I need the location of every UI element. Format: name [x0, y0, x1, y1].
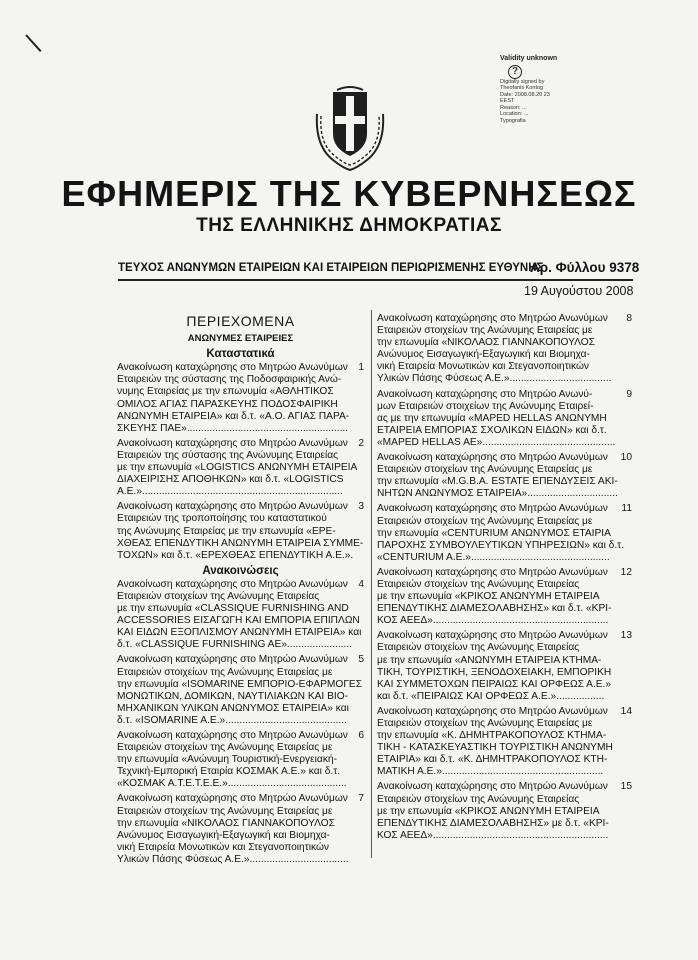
contents-entry [377, 313, 632, 386]
entry-text: Ανακοίνωση καταχώρησης στο Μητρώο Ανωνύμων Εταιρειών στοιχείων της Ανώνυμης Εταιρείας με την επωνυμία «ΝΙΚΟΛΑΟΣ ΓΙΑΝΝΑΚΟΠΟΥΛΟΣ Ανώνυμος Εισαγωγική-Εξαγωγική και Βιομηχα- νική Εταιρεία Μονωτικών και Στεγανοποιητικών Υλικών Πάσης Φύσεως Α.Ε.»................................... [117, 793, 349, 865]
entry-list-continued [377, 313, 632, 842]
gazette-title: ΕΦΗΜΕΡΙΣ ΤΗΣ ΚΥΒΕΡΝΗΣΕΩΣ [61, 173, 637, 214]
entry-page-number: 10 [620, 452, 632, 464]
entry-page-number: 6 [358, 730, 364, 741]
section-heading: ΑΝΩΝΥΜΕΣ ΕΤΑΙΡΕΙΕΣ [187, 333, 294, 345]
entry-page-number: 14 [620, 705, 632, 717]
contents-entry [117, 654, 364, 727]
entry-text: Ανακοίνωση καταχώρησης στο Μητρώο Ανωνύμων Εταιρειών στοιχείων της Ανώνυμης Εταιρείας με την επωνυμία «ΑΝΩΝΥΜΗ ΕΤΑΙΡΕΙΑ ΚΤΗΜΑ- ΤΙΚΗ, ΤΟΥΡΙΣΤΙΚΗ, ΞΕΝΟΔΟΧΕΙΑΚΗ, ΕΜΠΟΡΙΚΗ ΚΑΙ ΣΥΜΜΕΤΟΧΩΝ ΠΕΙΡΑΙΩΣ ΚΑΙ ΟΡΦΕΩΣ Α.Ε.» και δ.τ. «ΠΕΙΡΑΙΩΣ ΚΑΙ ΟΡΦΕΩΣ Α.Ε.»................. [377, 630, 612, 702]
entry-text: Ανακοίνωση καταχώρησης στο Μητρώο Ανωνύμων Εταιρειών στοιχείων της Ανώνυμης Εταιρείας με την επωνυμία «ΚΡΙΚΟΣ ΑΝΩΝΥΜΗ ΕΤΑΙΡΕΙΑ ΕΠΕΝΔΥΤΙΚΗΣ ΔΙΑΜΕΣΟΛΑΒΗΣΗΣ» με δ.τ. «ΚΡΙ- ΚΟΣ ΑΕΕΔ».............................................................. [377, 781, 609, 841]
validity-line: Date: 2008.08.20 23 [500, 91, 550, 98]
contents-entry [377, 452, 632, 500]
contents-entry [117, 362, 364, 435]
contents-entry [377, 503, 632, 563]
entry-list-announcements [117, 579, 364, 866]
contents-entry [377, 630, 632, 703]
scan-pen-mark [25, 34, 41, 52]
subsection-heading-statutes: Καταστατικά [206, 348, 275, 361]
gazette-subtitle: ΤΗΣ ΕΛΛΗΝΙΚΗΣ ΔΗΜΟΚΡΑΤΙΑΣ [196, 215, 502, 236]
entry-page-number: 12 [620, 566, 632, 578]
contents-heading: ΠΕΡΙΕΧΟΜΕΝΑ [186, 313, 295, 329]
entry-text: Ανακοίνωση καταχώρησης στο Μητρώο Ανωνύμων Εταιρειών στοιχείων της Ανώνυμης Εταιρείας με την επωνυμία «Κ. ΔΗΜΗΤΡΑΚΟΠΟΥΛΟΣ ΚΤΗΜΑ- ΤΙΚΗ - ΚΑΤΑΣΚΕΥΑΣΤΙΚΗ ΤΟΥΡΙΣΤΙΚΗ ΑΝΩΝΥΜΗ ΕΤΑΙΡΙΑ» και δ.τ. «Κ. ΔΗΜΗΤΡΑΚΟΠΟΥΛΟΣ ΚΤΗ- ΜΑΤΙΚΗ Α.Ε.»......................................................... [377, 705, 613, 778]
validity-line: EEST [500, 98, 515, 104]
contents-left-column [117, 313, 364, 869]
entry-text: Ανακοίνωση καταχώρησης στο Μητρώο Ανωνύ- μων Εταιρειών στοιχείων της Ανώνυμης Εταιρεί- ας με την επωνυμία «MAPED HELLAS ΑΝΩΝΥΜΗ ΕΤΑΙΡΕΙΑ ΕΜΠΟΡΙΑΣ ΣΧΟΛΙΚΩΝ ΕΙΔΩΝ» και δ.τ. «MAPED HELLAS AE»............................................... [377, 388, 616, 448]
contents-entry [117, 579, 364, 652]
entry-page-number: 11 [621, 503, 632, 515]
entry-text: Ανακοίνωση καταχώρησης στο Μητρώο Ανωνύμων Εταιρειών στοιχείων της Ανώνυμης Εταιρείας με την επωνυμία «M.G.B.A. ESTATE ΕΠΕΝΔΥΣΕΙΣ ΑΚΙ- ΝΗΤΩΝ ΑΝΩΝΥΜΟΣ ΕΤΑΙΡΕΙΑ»................................ [377, 452, 618, 500]
issue-type: ΤΕΥΧΟΣ ΑΝΩΝΥΜΩΝ ΕΤΑΙΡΕΙΩΝ ΚΑΙ ΕΤΑΙΡΕΙΩΝ ΠΕΡΙΩΡΙΣΜΕΝΗΣ ΕΥΘΥΝΗΣ [118, 262, 544, 274]
entry-text: Ανακοίνωση καταχώρησης στο Μητρώο Ανωνύμων Εταιρειών της τροποποίησης του καταστατικού της Ανώνυμης Εταιρείας με την επωνυμία «ΕΡΕ- ΧΘΕΑΣ ΕΠΕΝΔΥΤΙΚΗ ΑΝΩΝΥΜΗ ΕΤΑΙΡΕΙΑ ΣΥΜΜΕ- ΤΟΧΩΝ» και δ.τ. «ΕΡΕΧΘΕΑΣ ΕΠΕΝΔΥΤΙΚΗ Α.Ε.». [117, 501, 364, 561]
sheet-number: Αρ. Φύλλου 9378 [530, 260, 640, 275]
contents-right-column [377, 313, 632, 845]
entry-text: Ανακοίνωση καταχώρησης στο Μητρώο Ανωνύμων Εταιρειών στοιχείων της Ανώνυμης Εταιρείας με την επωνυμία «ISOMARINE ΕΜΠΟΡΙΟ-ΕΦΑΡΜΟΓΕΣ ΜΟΝΩΤΙΚΩΝ, ΔΟΜΙΚΩΝ, ΝΑΥΤΙΛΙΑΚΩΝ ΚΑΙ ΒΙΟ- ΜΗΧΑΝΙΚΩΝ ΥΛΙΚΩΝ ΑΝΩΝΥΜΟΣ ΕΤΑΙΡΕΙΑ» και δ.τ. «ISOMARINE A.E.»........................................... [117, 654, 363, 726]
entry-page-number: 15 [620, 781, 632, 793]
question-mark-icon: ? [508, 65, 522, 79]
entry-page-number: 7 [358, 793, 364, 805]
entry-page-number: 9 [626, 388, 632, 400]
entry-text: Ανακοίνωση καταχώρησης στο Μητρώο Ανωνύμων Εταιρειών στοιχείων της Ανώνυμης Εταιρείας με την επωνυμία «CENTURIUM ΑΝΩΝΥΜΟΣ ΕΤΑΙΡΙΑ ΠΑΡΟΧΗΣ ΣΥΜΒΟΥΛΕΥΤΙΚΩΝ ΥΠΗΡΕΣΙΩΝ» και δ.τ. «CENTURIUM A.E.»................................................. [377, 503, 625, 563]
contents-entry [377, 567, 632, 627]
contents-entry [117, 501, 364, 561]
entry-page-number: 4 [358, 578, 364, 590]
entry-page-number: 13 [620, 630, 632, 642]
entry-page-number: 1 [358, 362, 364, 374]
signature-validity-stamp [500, 56, 560, 124]
header-rule [118, 279, 633, 281]
subsection-heading-announcements: Ανακοινώσεις [202, 564, 279, 577]
entry-text: Ανακοίνωση καταχώρησης στο Μητρώο Ανωνύμων Εταιρειών στοιχείων της Ανώνυμης Εταιρείας με την επωνυμία «ΚΡΙΚΟΣ ΑΝΩΝΥΜΗ ΕΤΑΙΡΕΙΑ ΕΠΕΝΔΥΤΙΚΗΣ ΔΙΑΜΕΣΟΛΑΒΗΣΗΣ» και δ.τ. «ΚΡΙ- ΚΟΣ ΑΕΕΔ».............................................................. [377, 566, 612, 627]
entry-list-statutes [117, 362, 364, 562]
entry-page-number: 5 [358, 654, 364, 666]
column-divider [371, 310, 372, 858]
validity-line: Location: ... [500, 111, 529, 117]
validity-line: Reason: ... [500, 104, 527, 111]
entry-text: Ανακοίνωση καταχώρησης στο Μητρώο Ανωνύμων Εταιρειών της σύστασης της Ανώνυμης Εταιρείας με την επωνυμία «LOGISTICS ΑΝΩΝΥΜΗ ΕΤΑΙΡΕΙΑ ΔΙΑΧΕΙΡΙΣΗΣ ΑΠΟΘΗΚΩΝ» και δ.τ. «LOGISTICS Α.Ε.»....................................................................... [117, 437, 358, 498]
contents-entry [377, 389, 632, 449]
issue-date: 19 Αυγούστου 2008 [524, 284, 634, 298]
entry-text: Ανακοίνωση καταχώρησης στο Μητρώο Ανωνύμων Εταιρειών στοιχείων της Ανώνυμης Εταιρείας με την επωνυμία «ΝΙΚΟΛΑΟΣ ΓΙΑΝΝΑΚΟΠΟΥΛΟΣ Ανώνυμος Εισαγωγική-Εξαγωγική και Βιομηχα- νική Εταιρεία Μονωτικών και Στεγανοποιητικών Υλικών Πάσης Φύσεως Α.Ε.».................................... [377, 313, 612, 385]
entry-text: Ανακοίνωση καταχώρησης στο Μητρώο Ανωνύμων Εταιρειών της σύστασης της Ποδοσφαιρικής Ανώ- νυμης Εταιρείας με την επωνυμία «ΑΘΛΗΤΙΚΟΣ ΟΜΙΛΟΣ ΑΓΙΑΣ ΠΑΡΑΣΚΕΥΗΣ ΠΟΔΟΣΦΑΙΡΙΚΗ ΑΝΩΝΥΜΗ ΕΤΑΙΡΕΙΑ» και δ.τ. «Α.Ο. ΑΓΙΑΣ ΠΑΡΑ- ΣΚΕΥΗΣ ΠΑΕ»......................................................... [117, 362, 350, 434]
contents-entry [117, 793, 364, 866]
entry-page-number: 8 [626, 313, 632, 324]
contents-entry [377, 781, 632, 841]
validity-line: Typografia [500, 117, 526, 124]
greek-coat-of-arms-icon [313, 86, 387, 174]
validity-line: Digitally signed by [500, 78, 545, 85]
validity-title: Validity unknown [500, 55, 558, 62]
entry-text: Ανακοίνωση καταχώρησης στο Μητρώο Ανωνύμων Εταιρειών στοιχείων της Ανώνυμης Εταιρείας με την επωνυμία «CLASSIQUE FURNISHING AND ACCESSORIES ΕΙΣΑΓΩΓΗ ΚΑΙ ΕΜΠΟΡΙΑ ΕΠΙΠΛΩΝ ΚΑΙ ΕΙΔΩΝ ΕΞΟΠΛΙΣΜΟΥ ΑΝΩΝΥΜΗ ΕΤΑΙΡΕΙΑ» και δ.τ. «CLASSIQUE FURNISHING AE»....................... [117, 578, 362, 651]
contents-entry [117, 730, 364, 790]
contents-entry [117, 438, 364, 498]
validity-line: Theofanis Kontog [500, 85, 544, 91]
entry-text: Ανακοίνωση καταχώρησης στο Μητρώο Ανωνύμων Εταιρειών στοιχείων της Ανώνυμης Εταιρείας με την επωνυμία «Ανώνυμη Τουριστική-Ενεργειακή- Τεχνική-Εμπορική Εταιρία ΚΟΣΜΑΚ Α.Ε.» και δ.τ. «ΚΟΣΜΑΚ Α.Τ.Ε.Τ.Ε.Ε.».......................................... [117, 730, 348, 790]
entry-page-number: 3 [358, 501, 364, 513]
entry-page-number: 2 [358, 437, 364, 449]
contents-entry [377, 706, 632, 779]
